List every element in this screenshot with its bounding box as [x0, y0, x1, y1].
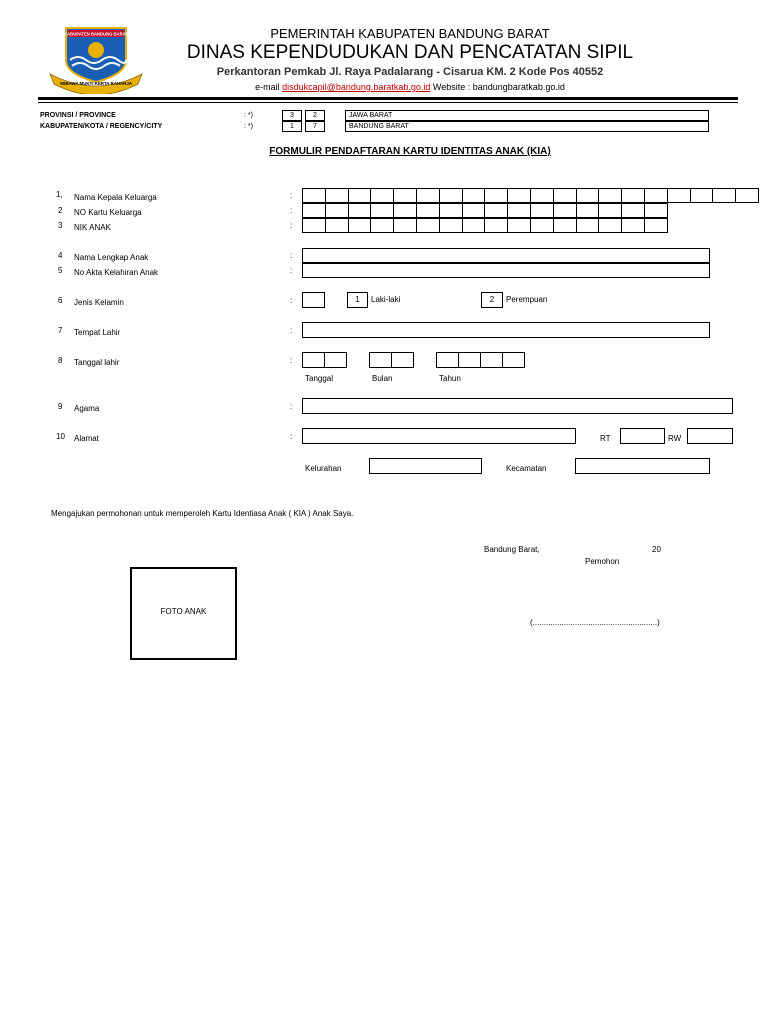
rt-label: RT — [600, 434, 611, 443]
field-9-num: 9 — [58, 402, 63, 411]
child-photo-box — [130, 567, 237, 660]
char-box[interactable] — [735, 188, 759, 203]
field-4-label: Nama Lengkap Anak — [74, 253, 149, 262]
field-9-colon: : — [290, 402, 293, 411]
char-box[interactable] — [393, 203, 417, 218]
char-box[interactable] — [553, 203, 577, 218]
letterhead-rule — [38, 97, 738, 100]
date-label-year: Tahun — [439, 374, 461, 383]
char-box[interactable] — [370, 203, 394, 218]
char-box[interactable] — [644, 203, 668, 218]
field-4-num: 4 — [58, 251, 63, 260]
char-box[interactable] — [598, 188, 622, 203]
letterhead-contact — [150, 82, 670, 92]
birth-day-digit-2[interactable] — [324, 352, 347, 368]
gender-label-female: Perempuan — [506, 295, 548, 304]
char-box[interactable] — [370, 218, 394, 233]
char-box[interactable] — [370, 188, 394, 203]
char-box[interactable] — [439, 203, 463, 218]
email-link[interactable]: disdukcapil@bandung.baratkab.go.id — [282, 82, 431, 92]
field-1-label: Nama Kepala Keluarga — [74, 193, 157, 202]
field-5-label: No Akta Kelahiran Anak — [74, 268, 159, 277]
field-4-colon: : — [290, 251, 293, 260]
field-1-colon: : — [290, 191, 293, 200]
kelurahan-field[interactable] — [369, 458, 482, 474]
field-6-num: 6 — [58, 296, 63, 305]
char-box[interactable] — [416, 203, 440, 218]
gender-input-box[interactable] — [302, 292, 325, 308]
char-box[interactable] — [553, 218, 577, 233]
logo — [48, 24, 144, 94]
char-box[interactable] — [621, 218, 645, 233]
char-box[interactable] — [348, 188, 372, 203]
char-box[interactable] — [348, 203, 372, 218]
letterhead-rule-thin — [38, 102, 738, 103]
char-box[interactable] — [621, 203, 645, 218]
kelurahan-label: Kelurahan — [305, 464, 342, 473]
field-2-num: 2 — [58, 206, 63, 215]
city-code-1: 1 — [282, 121, 302, 132]
field-8-colon: : — [290, 356, 293, 365]
birthplace-field[interactable] — [302, 322, 710, 338]
field-3-label: NIK ANAK — [74, 223, 111, 232]
province-code-2: 2 — [305, 110, 325, 121]
kecamatan-field[interactable] — [575, 458, 710, 474]
field-8-num: 8 — [58, 356, 63, 365]
email-prefix: e-mail — [255, 82, 280, 92]
application-statement: Mengajukan permohonan untuk memperoleh Kartu Identiasa Anak ( KIA ) Anak Saya. — [51, 509, 354, 518]
char-box[interactable] — [439, 188, 463, 203]
field-5-colon: : — [290, 266, 293, 275]
birth-year-digit-1[interactable] — [436, 352, 459, 368]
logo-top-text: KABUPATEN BANDUNG BARAT — [64, 31, 128, 37]
field-10-colon: : — [290, 432, 293, 441]
char-box[interactable] — [462, 203, 486, 218]
char-box[interactable] — [644, 188, 668, 203]
char-box[interactable] — [393, 188, 417, 203]
religion-field[interactable] — [302, 398, 733, 414]
char-box[interactable] — [484, 218, 508, 233]
char-box[interactable] — [302, 188, 326, 203]
char-box[interactable] — [393, 218, 417, 233]
char-box[interactable] — [439, 218, 463, 233]
char-box[interactable] — [576, 188, 600, 203]
field-3-num: 3 — [58, 221, 63, 230]
signature-place: Bandung Barat, — [484, 545, 540, 554]
char-box[interactable] — [553, 188, 577, 203]
form-title: FORMULIR PENDAFTARAN KARTU IDENTITAS ANAK (KIA) — [269, 146, 551, 157]
city-label: KABUPATEN/KOTA / REGENCY/CITY — [40, 123, 163, 130]
char-box[interactable] — [462, 218, 486, 233]
char-box[interactable] — [507, 203, 531, 218]
birth-year-digit-2[interactable] — [458, 352, 481, 368]
field-9-label: Agama — [74, 404, 100, 413]
province-label: PROVINSI / PROVINCE — [40, 112, 116, 119]
char-box[interactable] — [690, 188, 714, 203]
char-box[interactable] — [507, 218, 531, 233]
char-box[interactable] — [416, 218, 440, 233]
char-box[interactable] — [667, 188, 691, 203]
char-box[interactable] — [462, 188, 486, 203]
field-8-label: Tanggal lahir — [74, 358, 120, 367]
photo-label: FOTO ANAK — [160, 607, 207, 616]
char-box[interactable] — [416, 188, 440, 203]
birth-certificate-number-field[interactable] — [302, 263, 710, 278]
char-box[interactable] — [302, 218, 326, 233]
field-6-label: Jenis Kelamin — [74, 298, 124, 307]
date-label-month: Bulan — [372, 374, 393, 383]
kecamatan-label: Kecamatan — [506, 464, 547, 473]
char-box[interactable] — [530, 188, 554, 203]
date-label-day: Tanggal — [305, 374, 334, 383]
char-box[interactable] — [598, 218, 622, 233]
province-colon: : *) — [244, 112, 253, 119]
signature-name-line: (........................................................) — [530, 618, 660, 627]
signature-year: 20 — [652, 545, 661, 554]
child-full-name-field[interactable] — [302, 248, 710, 263]
field-3-colon: : — [290, 221, 293, 230]
city-colon: : *) — [244, 123, 253, 130]
field-6-colon: : — [290, 296, 293, 305]
city-code-2: 7 — [305, 121, 325, 132]
signature-applicant-label: Pemohon — [585, 557, 620, 566]
char-box[interactable] — [576, 203, 600, 218]
rt-field[interactable] — [620, 428, 665, 444]
char-box[interactable] — [712, 188, 736, 203]
gender-code-female: 2 — [481, 292, 503, 308]
field-2-colon: : — [290, 206, 293, 215]
address-field[interactable] — [302, 428, 576, 444]
field-10-num: 10 — [56, 432, 65, 441]
birth-month-digit-1[interactable] — [369, 352, 392, 368]
logo-motto: WIBAWA MUKTI KERTA RAHARJA — [59, 81, 133, 86]
char-box[interactable] — [507, 188, 531, 203]
char-box[interactable] — [644, 218, 668, 233]
rw-label: RW — [668, 434, 682, 443]
letterhead-line1: PEMERINTAH KABUPATEN BANDUNG BARAT — [270, 26, 550, 41]
char-box[interactable] — [325, 188, 349, 203]
birth-month-digit-2[interactable] — [391, 352, 414, 368]
province-name: JAWA BARAT — [345, 110, 709, 121]
birth-year-digit-3[interactable] — [480, 352, 503, 368]
char-box[interactable] — [302, 203, 326, 218]
char-box[interactable] — [530, 218, 554, 233]
gender-label-male: Laki-laki — [371, 295, 401, 304]
char-box[interactable] — [530, 203, 554, 218]
char-box[interactable] — [576, 218, 600, 233]
letterhead-address: Perkantoran Pemkab Jl. Raya Padalarang - Cisarua KM. 2 Kode Pos 40552 — [216, 66, 604, 78]
char-box[interactable] — [484, 203, 508, 218]
letterhead-line2: DINAS KEPENDUDUKAN DAN PENCATATAN SIPIL — [186, 42, 634, 63]
gender-code-male: 1 — [347, 292, 368, 308]
field-7-label: Tempat Lahir — [74, 328, 121, 337]
birth-day-digit-1[interactable] — [302, 352, 325, 368]
field-10-label: Alamat — [74, 434, 99, 443]
province-code-1: 3 — [282, 110, 302, 121]
field-1-num: 1, — [56, 190, 63, 199]
field-7-num: 7 — [58, 326, 63, 335]
website-text: Website : bandungbaratkab.go.id — [432, 82, 565, 92]
field-2-label: NO Kartu Keluarga — [74, 208, 142, 217]
birth-year-digit-4[interactable] — [502, 352, 525, 368]
rw-field[interactable] — [687, 428, 733, 444]
char-box[interactable] — [325, 203, 349, 218]
char-box[interactable] — [484, 188, 508, 203]
char-box[interactable] — [598, 203, 622, 218]
field-5-num: 5 — [58, 266, 63, 275]
char-box[interactable] — [621, 188, 645, 203]
city-name: BANDUNG BARAT — [345, 121, 709, 132]
char-box[interactable] — [325, 218, 349, 233]
char-box[interactable] — [348, 218, 372, 233]
field-7-colon: : — [290, 326, 293, 335]
